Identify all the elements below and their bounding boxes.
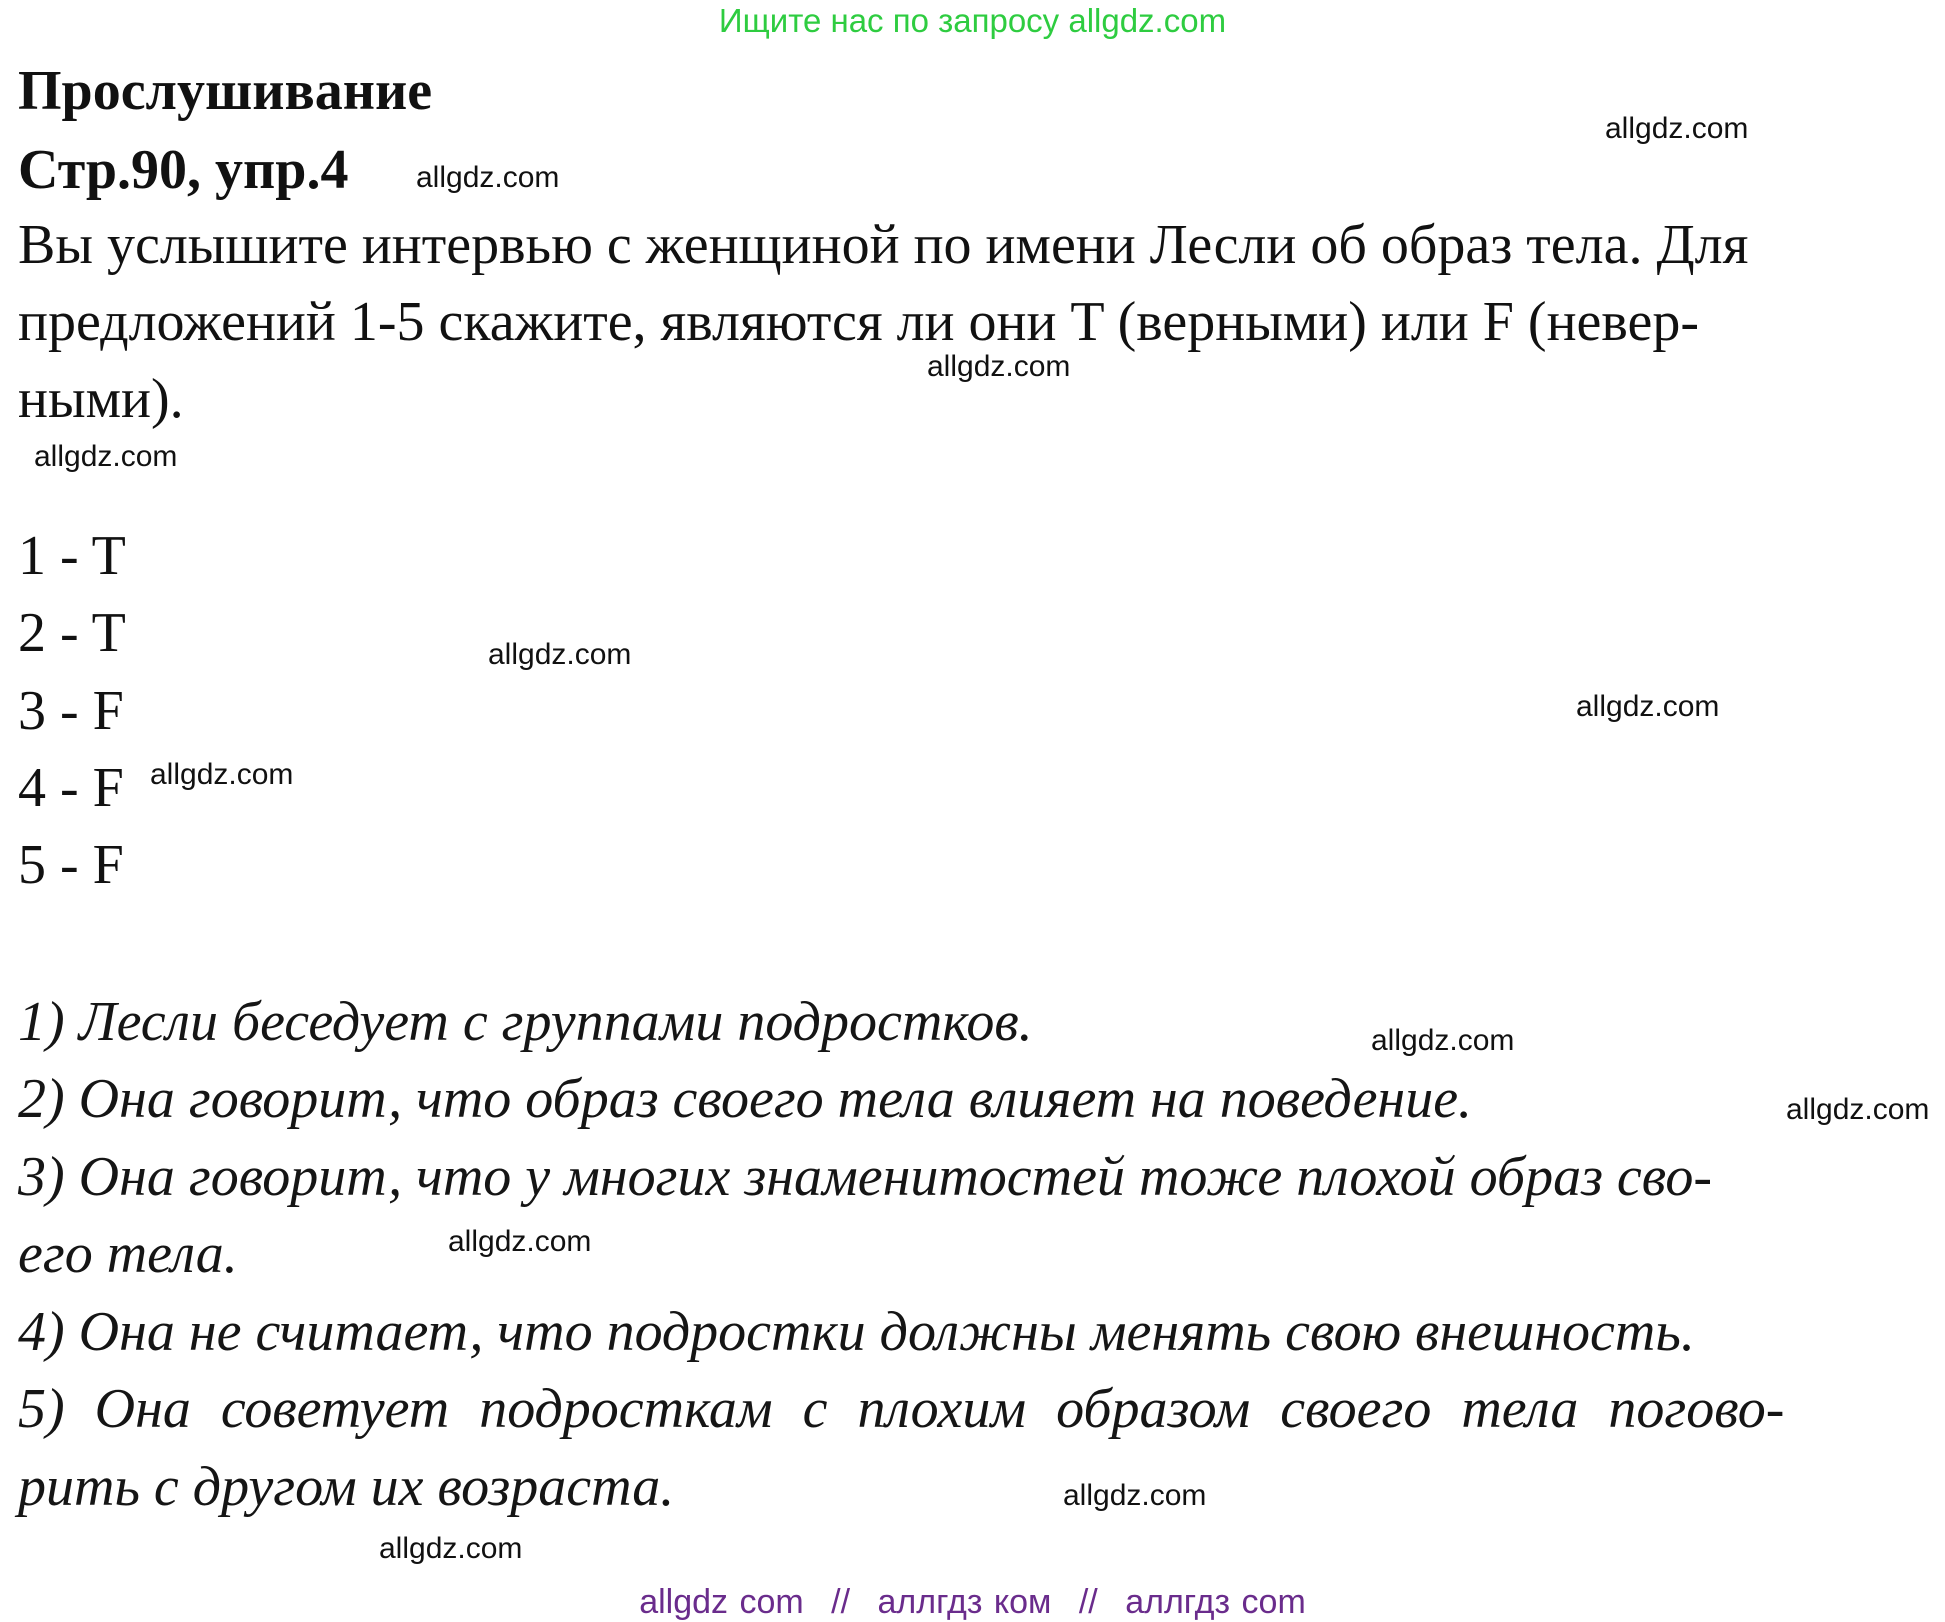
instruction-line: Вы услышите интервью с женщиной по имени Лесли об образ тела. Для	[18, 214, 1749, 276]
watermark: allgdz.com	[1605, 112, 1749, 145]
bottom-banner-link[interactable]: аллгдз ком	[877, 1583, 1052, 1621]
statement-line: 4) Она не считает, что подростки должны менять свою внешность.	[18, 1301, 1695, 1363]
bottom-banner-separator: //	[831, 1583, 851, 1621]
instruction-line: ными).	[18, 368, 184, 430]
bottom-banner-link[interactable]: аллгдз com	[1125, 1583, 1306, 1621]
answer-item: 4 - F	[18, 757, 124, 819]
instruction-line: предложений 1-5 скажите, являются ли они T (верными) или F (невер-	[18, 291, 1700, 353]
page-title: Прослушивание	[18, 60, 433, 122]
watermark: allgdz.com	[416, 161, 560, 194]
exercise-reference: Стр.90, упр.4	[18, 139, 349, 201]
top-banner-link[interactable]: Ищите нас по запросу allgdz.com	[718, 2, 1227, 39]
watermark: allgdz.com	[927, 350, 1071, 383]
watermark: allgdz.com	[1371, 1024, 1515, 1057]
watermark: allgdz.com	[1063, 1479, 1207, 1512]
bottom-banner-links	[0, 1583, 1945, 1622]
bottom-banner-separator: //	[1078, 1583, 1098, 1621]
statement-line: 2) Она говорит, что образ своего тела влияет на поведение.	[18, 1068, 1473, 1130]
statement-line: 3) Она говорит, что у многих знаменитостей тоже плохой образ сво-	[18, 1146, 1712, 1208]
answer-item: 3 - F	[18, 680, 124, 742]
watermark: allgdz.com	[1786, 1093, 1930, 1126]
statement-line: 5) Она советует подросткам с плохим образом своего тела погово-	[18, 1378, 1785, 1440]
watermark: allgdz.com	[1576, 690, 1720, 723]
bottom-banner-link[interactable]: allgdz com	[639, 1583, 804, 1621]
statement-line: 1) Лесли беседует с группами подростков.	[18, 991, 1033, 1053]
answer-item: 2 - T	[18, 602, 126, 664]
watermark: allgdz.com	[150, 758, 294, 791]
answer-item: 1 - T	[18, 525, 126, 587]
answer-item: 5 - F	[18, 834, 124, 896]
watermark: allgdz.com	[379, 1532, 523, 1565]
statement-line: рить с другом их возраста.	[18, 1456, 675, 1518]
statement-line: его тела.	[18, 1223, 238, 1285]
watermark: allgdz.com	[488, 638, 632, 671]
watermark: allgdz.com	[448, 1225, 592, 1258]
watermark: allgdz.com	[34, 440, 178, 473]
